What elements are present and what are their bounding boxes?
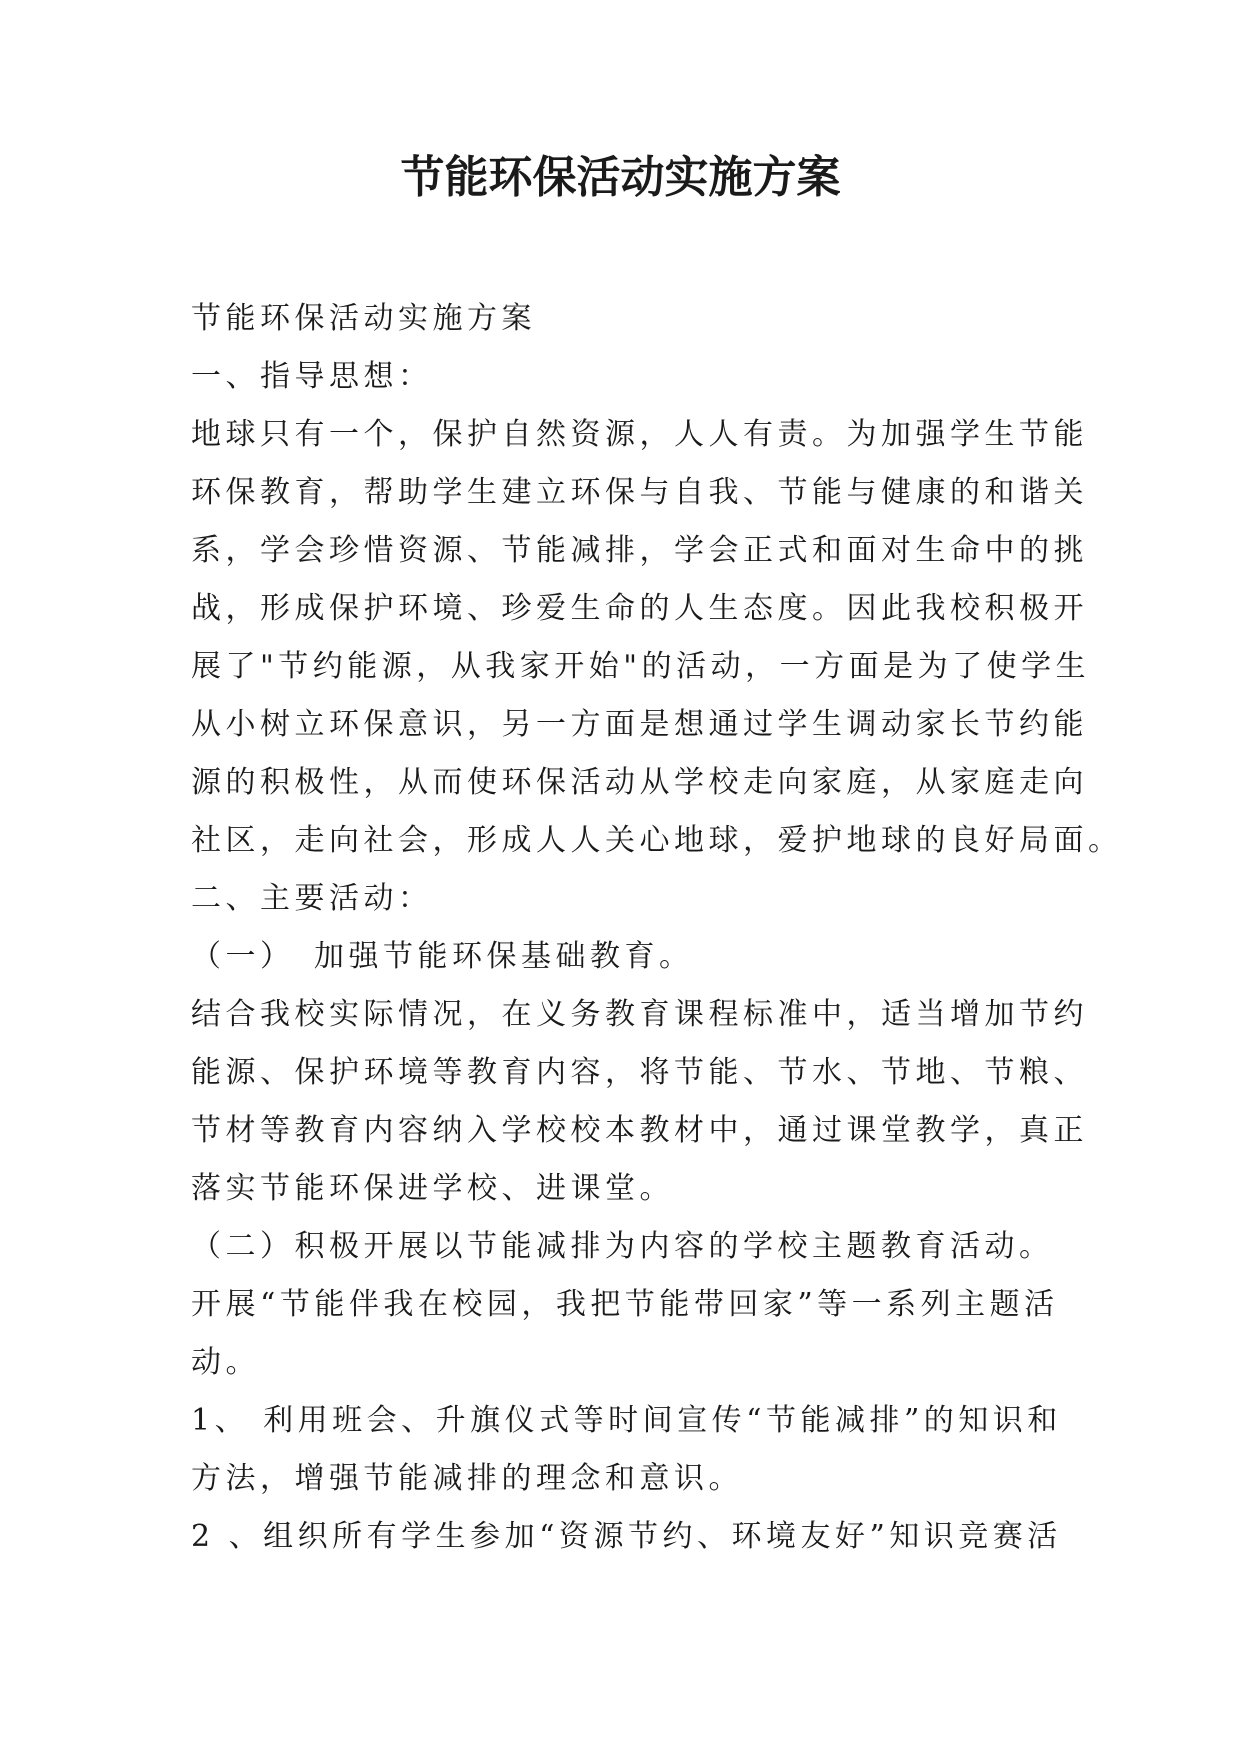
subsection-heading: （二）积极开展以节能减排为内容的学校主题教育活动。 (191, 1229, 1054, 1264)
text-line: 节材等教育内容纳入学校校本教材中，通过课堂教学，真正 (191, 1113, 1088, 1148)
section-heading: 一、指导思想： (191, 359, 433, 394)
text-line: 方法，增强节能减排的理念和意识。 (191, 1461, 743, 1496)
subsection-heading: （一） 加强节能环保基础教育。 (191, 939, 694, 974)
text-line: 社区，走向社会，形成人人关心地球，爱护地球的良好局面。 (191, 823, 1123, 858)
document-body (191, 290, 1123, 1566)
text-line: 战，形成保护环境、珍爱生命的人生态度。因此我校积极开 (191, 591, 1088, 626)
list-item: 1、 利用班会、升旗仪式等时间宣传“节能减排”的知识和 (191, 1403, 1062, 1438)
text-line: 节能环保活动实施方案 (191, 301, 536, 336)
text-line: 地球只有一个，保护自然资源，人人有责。为加强学生节能 (191, 417, 1088, 452)
text-line: 环保教育，帮助学生建立环保与自我、节能与健康的和谐关 (191, 475, 1088, 510)
text-line: 从小树立环保意识，另一方面是想通过学生调动家长节约能 (191, 707, 1088, 742)
text-line: 源的积极性，从而使环保活动从学校走向家庭，从家庭走向 (191, 765, 1088, 800)
text-line: 落实节能环保进学校、进课堂。 (191, 1171, 674, 1206)
document-title: 节能环保活动实施方案 (400, 152, 841, 203)
text-line: 系，学会珍惜资源、节能减排，学会正式和面对生命中的挑 (191, 533, 1088, 568)
text-line: 开展“节能伴我在校园，我把节能带回家”等一系列主题活 (191, 1287, 1059, 1322)
text-line: 展了"节约能源，从我家开始"的活动，一方面是为了使学生 (191, 649, 1091, 684)
list-item: 2 、组织所有学生参加“资源节约、环境友好”知识竞赛活 (191, 1519, 1062, 1554)
section-heading: 二、主要活动： (191, 881, 433, 916)
text-line: 动。 (191, 1345, 260, 1380)
text-line: 能源、保护环境等教育内容，将节能、节水、节地、节粮、 (191, 1055, 1088, 1090)
text-line: 结合我校实际情况，在义务教育课程标准中，适当增加节约 (191, 997, 1088, 1032)
